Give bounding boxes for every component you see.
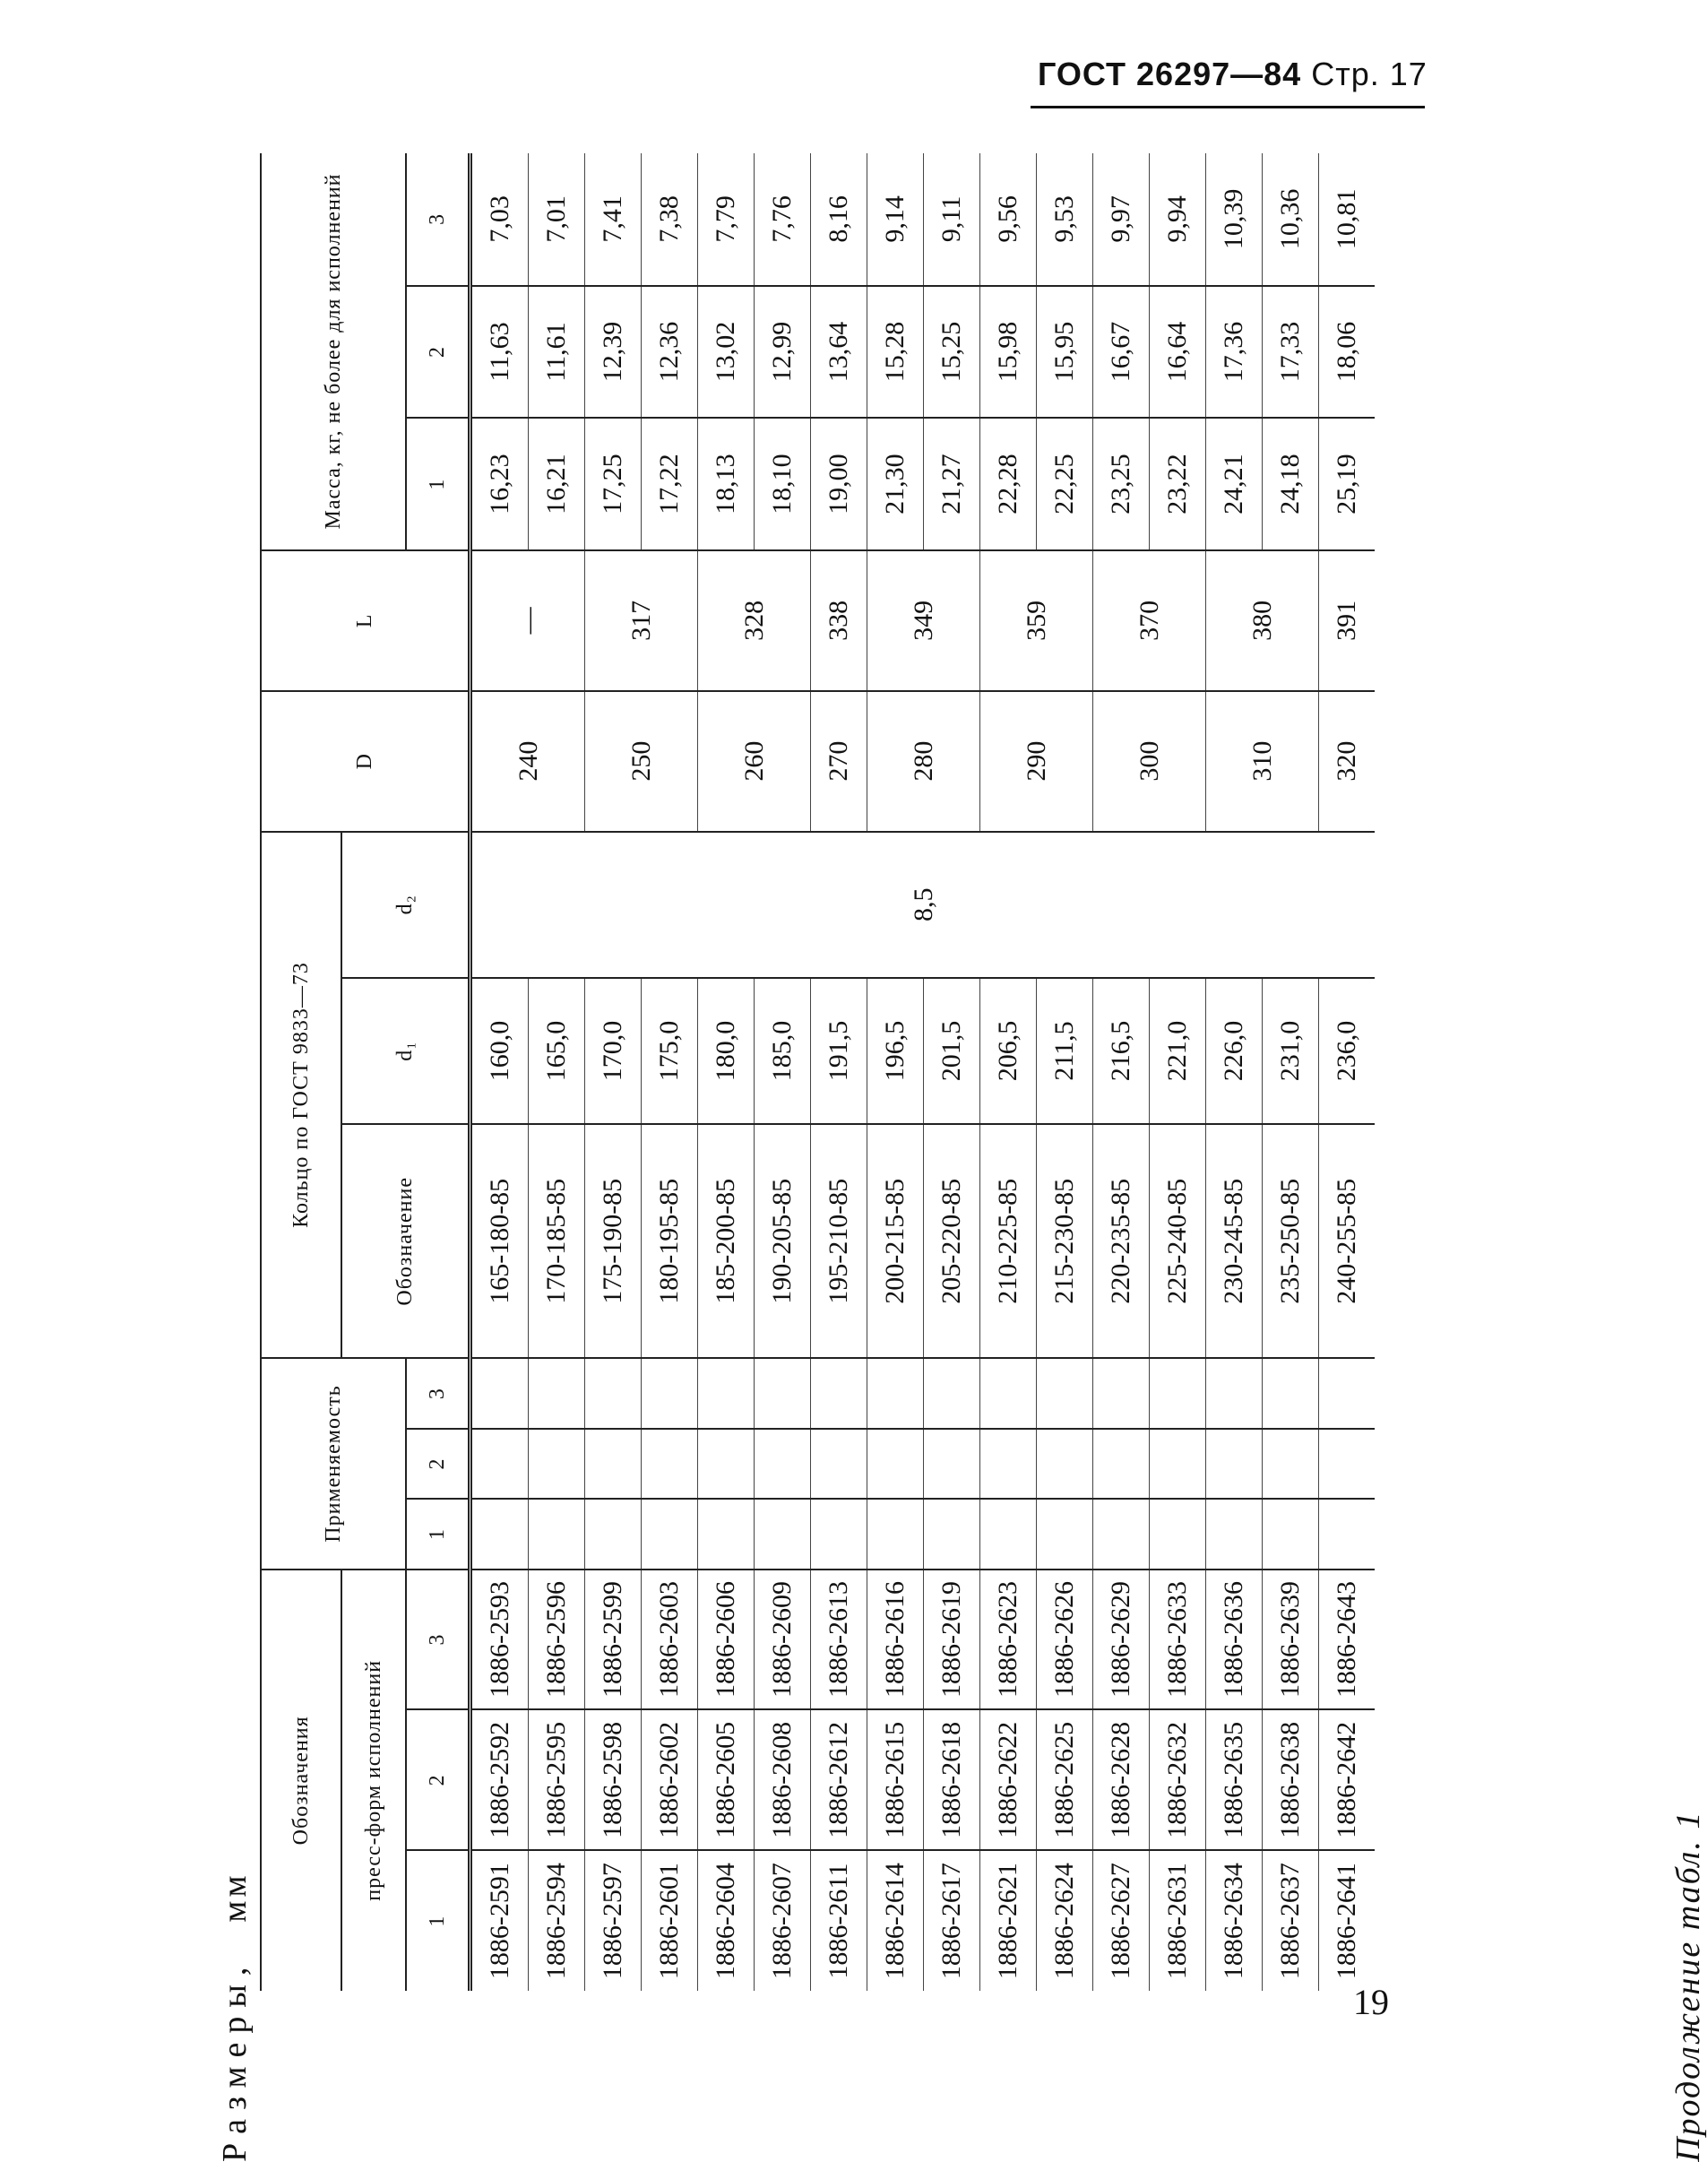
mass-2: 13,02 — [698, 286, 755, 419]
applicability-2 — [980, 1429, 1037, 1499]
ring-designation: 230-245-85 — [1206, 1124, 1263, 1358]
designation-1: 1886-2641 — [1319, 1850, 1376, 1991]
designation-1: 1886-2634 — [1206, 1850, 1263, 1991]
table-row — [1037, 153, 1093, 1991]
applicability-1 — [529, 1499, 585, 1569]
designation-1: 1886-2591 — [485, 1863, 514, 1980]
header-ring: Кольцо по ГОСТ 9833—73 — [261, 832, 341, 1359]
applicability-2 — [470, 1429, 529, 1499]
D-value: 270 — [811, 691, 867, 832]
mass-3: 9,53 — [1037, 153, 1093, 286]
mass-2: 17,36 — [1206, 286, 1263, 419]
table-row — [924, 153, 980, 1991]
applicability-3 — [698, 1358, 755, 1428]
d1-value: 201,5 — [924, 978, 980, 1124]
mass-2: 17,33 — [1263, 286, 1319, 419]
ring-designation: 165-180-85 — [470, 1124, 529, 1358]
D-value: 250 — [585, 691, 698, 832]
mass-2: 15,95 — [1037, 286, 1093, 419]
applicability-2 — [811, 1429, 867, 1499]
table-row — [529, 153, 585, 1991]
table-row — [1319, 153, 1376, 1991]
designation-3: 1886-2619 — [924, 1570, 980, 1710]
header-m-3: 3 — [406, 153, 470, 286]
applicability-3 — [1206, 1358, 1263, 1428]
mass-3: 10,39 — [1206, 153, 1263, 286]
designation-3: 1886-2609 — [755, 1570, 811, 1710]
applicability-1 — [980, 1499, 1037, 1569]
applicability-2 — [642, 1429, 698, 1499]
header-d2: d₂ — [341, 832, 470, 978]
d1-value: 221,0 — [1150, 978, 1206, 1124]
ring-designation: 235-250-85 — [1263, 1124, 1319, 1358]
mass-3: 9,97 — [1093, 153, 1150, 286]
ring-designation: 240-255-85 — [1319, 1124, 1376, 1358]
d1-value: 236,0 — [1319, 978, 1376, 1124]
mass-1: 23,22 — [1150, 418, 1206, 550]
header-ob-3: 3 — [406, 1570, 470, 1710]
designation-1: 1886-2617 — [924, 1850, 980, 1991]
applicability-2 — [1093, 1429, 1150, 1499]
designation-3: 1886-2639 — [1263, 1570, 1319, 1710]
header-d1: d₁ — [341, 978, 470, 1124]
D-value: 260 — [698, 691, 811, 832]
mass-2: 18,06 — [1319, 286, 1376, 419]
table-row — [811, 153, 867, 1991]
d1-value: 226,0 — [1206, 978, 1263, 1124]
designation-3: 1886-2606 — [698, 1570, 755, 1710]
applicability-3 — [867, 1358, 924, 1428]
designation-1: 1886-2604 — [698, 1850, 755, 1991]
applicability-3 — [755, 1358, 811, 1428]
mass-3: 7,76 — [755, 153, 811, 286]
applicability-3 — [1150, 1358, 1206, 1428]
header-D: D — [261, 691, 470, 832]
applicability-3 — [470, 1358, 529, 1428]
designation-1: 1886-2611 — [811, 1850, 867, 1991]
ring-designation: 175-190-85 — [585, 1124, 642, 1358]
designation-1: 1886-2631 — [1150, 1850, 1206, 1991]
table-row — [755, 153, 811, 1991]
mass-3: 9,56 — [980, 153, 1037, 286]
L-value: 359 — [980, 550, 1093, 691]
mass-3: 8,16 — [811, 153, 867, 286]
designation-3: 1886-2603 — [642, 1570, 698, 1710]
table-body — [470, 153, 1376, 1991]
mass-1: 17,22 — [642, 418, 698, 550]
continuation-title: Продолжение табл. 1 — [1669, 1810, 1707, 2162]
header-ap-1: 1 — [406, 1499, 470, 1569]
ring-designation: 190-205-85 — [755, 1124, 811, 1358]
applicability-1 — [924, 1499, 980, 1569]
designation-3: 1886-2616 — [867, 1570, 924, 1710]
L-value: 328 — [698, 550, 811, 691]
d1-value: 231,0 — [1263, 978, 1319, 1124]
d1-value: 160,0 — [470, 978, 529, 1124]
D-value: 290 — [980, 691, 1093, 832]
ring-designation: 205-220-85 — [924, 1124, 980, 1358]
D-value: 310 — [1206, 691, 1319, 832]
applicability-1 — [1206, 1499, 1263, 1569]
mass-1: 22,25 — [1037, 418, 1093, 550]
d1-value: 175,0 — [642, 978, 698, 1124]
D-value: 280 — [867, 691, 980, 832]
mass-3: 9,94 — [1150, 153, 1206, 286]
applicability-3 — [642, 1358, 698, 1428]
table-row — [867, 153, 924, 1991]
applicability-1 — [867, 1499, 924, 1569]
mass-2: 15,98 — [980, 286, 1037, 419]
designation-2: 1886-2625 — [1037, 1709, 1093, 1850]
table-row — [698, 153, 755, 1991]
table-units: мм — [216, 1872, 254, 1923]
header-applicability: Применяемость — [261, 1358, 406, 1569]
mass-1: 18,13 — [698, 418, 755, 550]
header-ring-designation: Обозначение — [341, 1124, 470, 1358]
header-press-forms: пресс-форм исполнений — [341, 1570, 406, 1991]
designation-2: 1886-2622 — [980, 1709, 1037, 1850]
applicability-2 — [1037, 1429, 1093, 1499]
d1-value: 185,0 — [755, 978, 811, 1124]
designation-2: 1886-2592 — [470, 1709, 529, 1850]
applicability-1 — [1093, 1499, 1150, 1569]
standard-code: ГОСТ 26297—84 — [1038, 56, 1302, 92]
d2-value: 8,5 — [470, 832, 1376, 978]
mass-1: 17,25 — [585, 418, 642, 550]
header-ap-2: 2 — [406, 1429, 470, 1499]
applicability-3 — [1093, 1358, 1150, 1428]
designation-1: 1886-2597 — [585, 1850, 642, 1991]
table-row — [1206, 153, 1263, 1991]
mass-2: 16,67 — [1093, 286, 1150, 419]
mass-1: 21,27 — [924, 418, 980, 550]
designation-2: 1886-2638 — [1263, 1709, 1319, 1850]
applicability-2 — [755, 1429, 811, 1499]
mass-3: 10,81 — [1319, 153, 1376, 286]
header-ob-2: 2 — [406, 1709, 470, 1850]
applicability-1 — [755, 1499, 811, 1569]
designation-2: 1886-2595 — [529, 1709, 585, 1850]
designation-3: 1886-2626 — [1037, 1570, 1093, 1710]
designation-1: 1886-2621 — [980, 1850, 1037, 1991]
table-row — [1263, 153, 1319, 1991]
designation-3: 1886-2613 — [811, 1570, 867, 1710]
d1-value: 180,0 — [698, 978, 755, 1124]
mass-1: 18,10 — [755, 418, 811, 550]
applicability-1 — [1319, 1499, 1376, 1569]
mass-2: 11,61 — [529, 286, 585, 419]
mass-2: 16,64 — [1150, 286, 1206, 419]
header-ap-3: 3 — [406, 1358, 470, 1428]
designation-3: 1886-2596 — [529, 1570, 585, 1710]
header-rule — [1031, 106, 1425, 108]
page-header — [1038, 56, 1432, 102]
applicability-3 — [1037, 1358, 1093, 1428]
dimensions-table — [260, 153, 1375, 1991]
designation-1: 1886-2607 — [755, 1850, 811, 1991]
ring-designation: 170-185-85 — [529, 1124, 585, 1358]
mass-2: 11,63 — [470, 286, 529, 419]
table-row — [585, 153, 642, 1991]
designation-1: 1886-2614 — [867, 1850, 924, 1991]
applicability-1 — [698, 1499, 755, 1569]
page-label: Стр. 17 — [1311, 56, 1428, 92]
designation-1: 1886-2594 — [529, 1850, 585, 1991]
mass-3: 7,41 — [585, 153, 642, 286]
applicability-3 — [1319, 1358, 1376, 1428]
ring-designation: 195-210-85 — [811, 1124, 867, 1358]
ring-designation: 220-235-85 — [1093, 1124, 1150, 1358]
d1-value: 165,0 — [529, 978, 585, 1124]
d1-value: 170,0 — [585, 978, 642, 1124]
designation-2: 1886-2605 — [698, 1709, 755, 1850]
applicability-2 — [867, 1429, 924, 1499]
header-m-1: 1 — [406, 418, 470, 550]
mass-2: 12,39 — [585, 286, 642, 419]
table-row — [1093, 153, 1150, 1991]
designation-2: 1886-2602 — [642, 1709, 698, 1850]
designation-2: 1886-2628 — [1093, 1709, 1150, 1850]
applicability-2 — [698, 1429, 755, 1499]
applicability-3 — [924, 1358, 980, 1428]
mass-1: 23,25 — [1093, 418, 1150, 550]
table-title-text: Размеры, — [216, 1958, 254, 2162]
d1-value: 206,5 — [980, 978, 1037, 1124]
d1-value: 196,5 — [867, 978, 924, 1124]
applicability-2 — [529, 1429, 585, 1499]
applicability-1 — [642, 1499, 698, 1569]
applicability-2 — [924, 1429, 980, 1499]
mass-3: 7,01 — [529, 153, 585, 286]
designation-2: 1886-2608 — [755, 1709, 811, 1850]
designation-3: 1886-2636 — [1206, 1570, 1263, 1710]
mass-3: 7,38 — [642, 153, 698, 286]
mass-1: 24,18 — [1263, 418, 1319, 550]
designation-3: 1886-2633 — [1150, 1570, 1206, 1710]
applicability-3 — [529, 1358, 585, 1428]
applicability-2 — [1263, 1429, 1319, 1499]
mass-1: 22,28 — [980, 418, 1037, 550]
L-value: 317 — [585, 550, 698, 691]
designation-1: 1886-2627 — [1093, 1850, 1150, 1991]
ring-designation: 180-195-85 — [642, 1124, 698, 1358]
applicability-2 — [585, 1429, 642, 1499]
mass-1: 21,30 — [867, 418, 924, 550]
dimensions-table-rotated — [260, 153, 1391, 1991]
ring-designation: 215-230-85 — [1037, 1124, 1093, 1358]
mass-2: 12,99 — [755, 286, 811, 419]
ring-designation: 225-240-85 — [1150, 1124, 1206, 1358]
L-value: 370 — [1093, 550, 1206, 691]
designation-2: 1886-2612 — [811, 1709, 867, 1850]
table-row — [1150, 153, 1206, 1991]
designation-3: 1886-2593 — [470, 1570, 529, 1710]
L-value: 380 — [1206, 550, 1319, 691]
L-value: 391 — [1319, 550, 1376, 691]
table-row — [980, 153, 1037, 1991]
D-value: 240 — [470, 691, 585, 832]
applicability-3 — [585, 1358, 642, 1428]
D-value: 320 — [1319, 691, 1376, 832]
mass-3: 9,14 — [867, 153, 924, 286]
applicability-2 — [1206, 1429, 1263, 1499]
mass-2: 12,36 — [642, 286, 698, 419]
header-m-2: 2 — [406, 286, 470, 419]
mass-1: 19,00 — [811, 418, 867, 550]
ring-designation: 200-215-85 — [867, 1124, 924, 1358]
applicability-3 — [980, 1358, 1037, 1428]
applicability-1 — [470, 1499, 529, 1569]
mass-3: 7,79 — [698, 153, 755, 286]
designation-3: 1886-2629 — [1093, 1570, 1150, 1710]
designation-3: 1886-2599 — [585, 1570, 642, 1710]
applicability-1 — [1150, 1499, 1206, 1569]
ring-designation: 185-200-85 — [698, 1124, 755, 1358]
applicability-1 — [585, 1499, 642, 1569]
designation-3: 1886-2623 — [980, 1570, 1037, 1710]
mass-2: 15,25 — [924, 286, 980, 419]
designation-2: 1886-2618 — [924, 1709, 980, 1850]
designation-2: 1886-2642 — [1319, 1709, 1376, 1850]
mass-3: 9,11 — [924, 153, 980, 286]
designation-2: 1886-2615 — [867, 1709, 924, 1850]
mass-2: 15,28 — [867, 286, 924, 419]
D-value: 300 — [1093, 691, 1206, 832]
d1-value: 191,5 — [811, 978, 867, 1124]
table-row — [642, 153, 698, 1991]
mass-1: 16,21 — [529, 418, 585, 550]
page-number: 19 — [1353, 1982, 1389, 2022]
header-L: L — [261, 550, 470, 691]
mass-3: 7,03 — [470, 153, 529, 286]
L-value: 338 — [811, 550, 867, 691]
header-designations: Обозначения — [261, 1570, 341, 1991]
L-value: — — [470, 550, 585, 691]
designation-3: 1886-2643 — [1319, 1570, 1376, 1710]
table-title — [215, 1872, 254, 2162]
designation-2: 1886-2635 — [1206, 1709, 1263, 1850]
d1-value: 216,5 — [1093, 978, 1150, 1124]
applicability-1 — [811, 1499, 867, 1569]
designation-2: 1886-2632 — [1150, 1709, 1206, 1850]
applicability-2 — [1319, 1429, 1376, 1499]
mass-1: 24,21 — [1206, 418, 1263, 550]
designation-1: 1886-2637 — [1263, 1850, 1319, 1991]
d1-value: 211,5 — [1037, 978, 1093, 1124]
header-mass: Масса, кг, не более для исполнений — [261, 153, 406, 550]
mass-3: 10,36 — [1263, 153, 1319, 286]
designation-1: 1886-2601 — [642, 1850, 698, 1991]
applicability-3 — [811, 1358, 867, 1428]
applicability-1 — [1037, 1499, 1093, 1569]
designation-1: 1886-2624 — [1037, 1850, 1093, 1991]
mass-1: 25,19 — [1319, 418, 1376, 550]
mass-2: 13,64 — [811, 286, 867, 419]
table-row — [470, 153, 529, 1991]
L-value: 349 — [867, 550, 980, 691]
applicability-2 — [1150, 1429, 1206, 1499]
applicability-3 — [1263, 1358, 1319, 1428]
mass-1: 16,23 — [470, 418, 529, 550]
header-ob-1: 1 — [406, 1850, 470, 1991]
applicability-1 — [1263, 1499, 1319, 1569]
ring-designation: 210-225-85 — [980, 1124, 1037, 1358]
designation-2: 1886-2598 — [585, 1709, 642, 1850]
